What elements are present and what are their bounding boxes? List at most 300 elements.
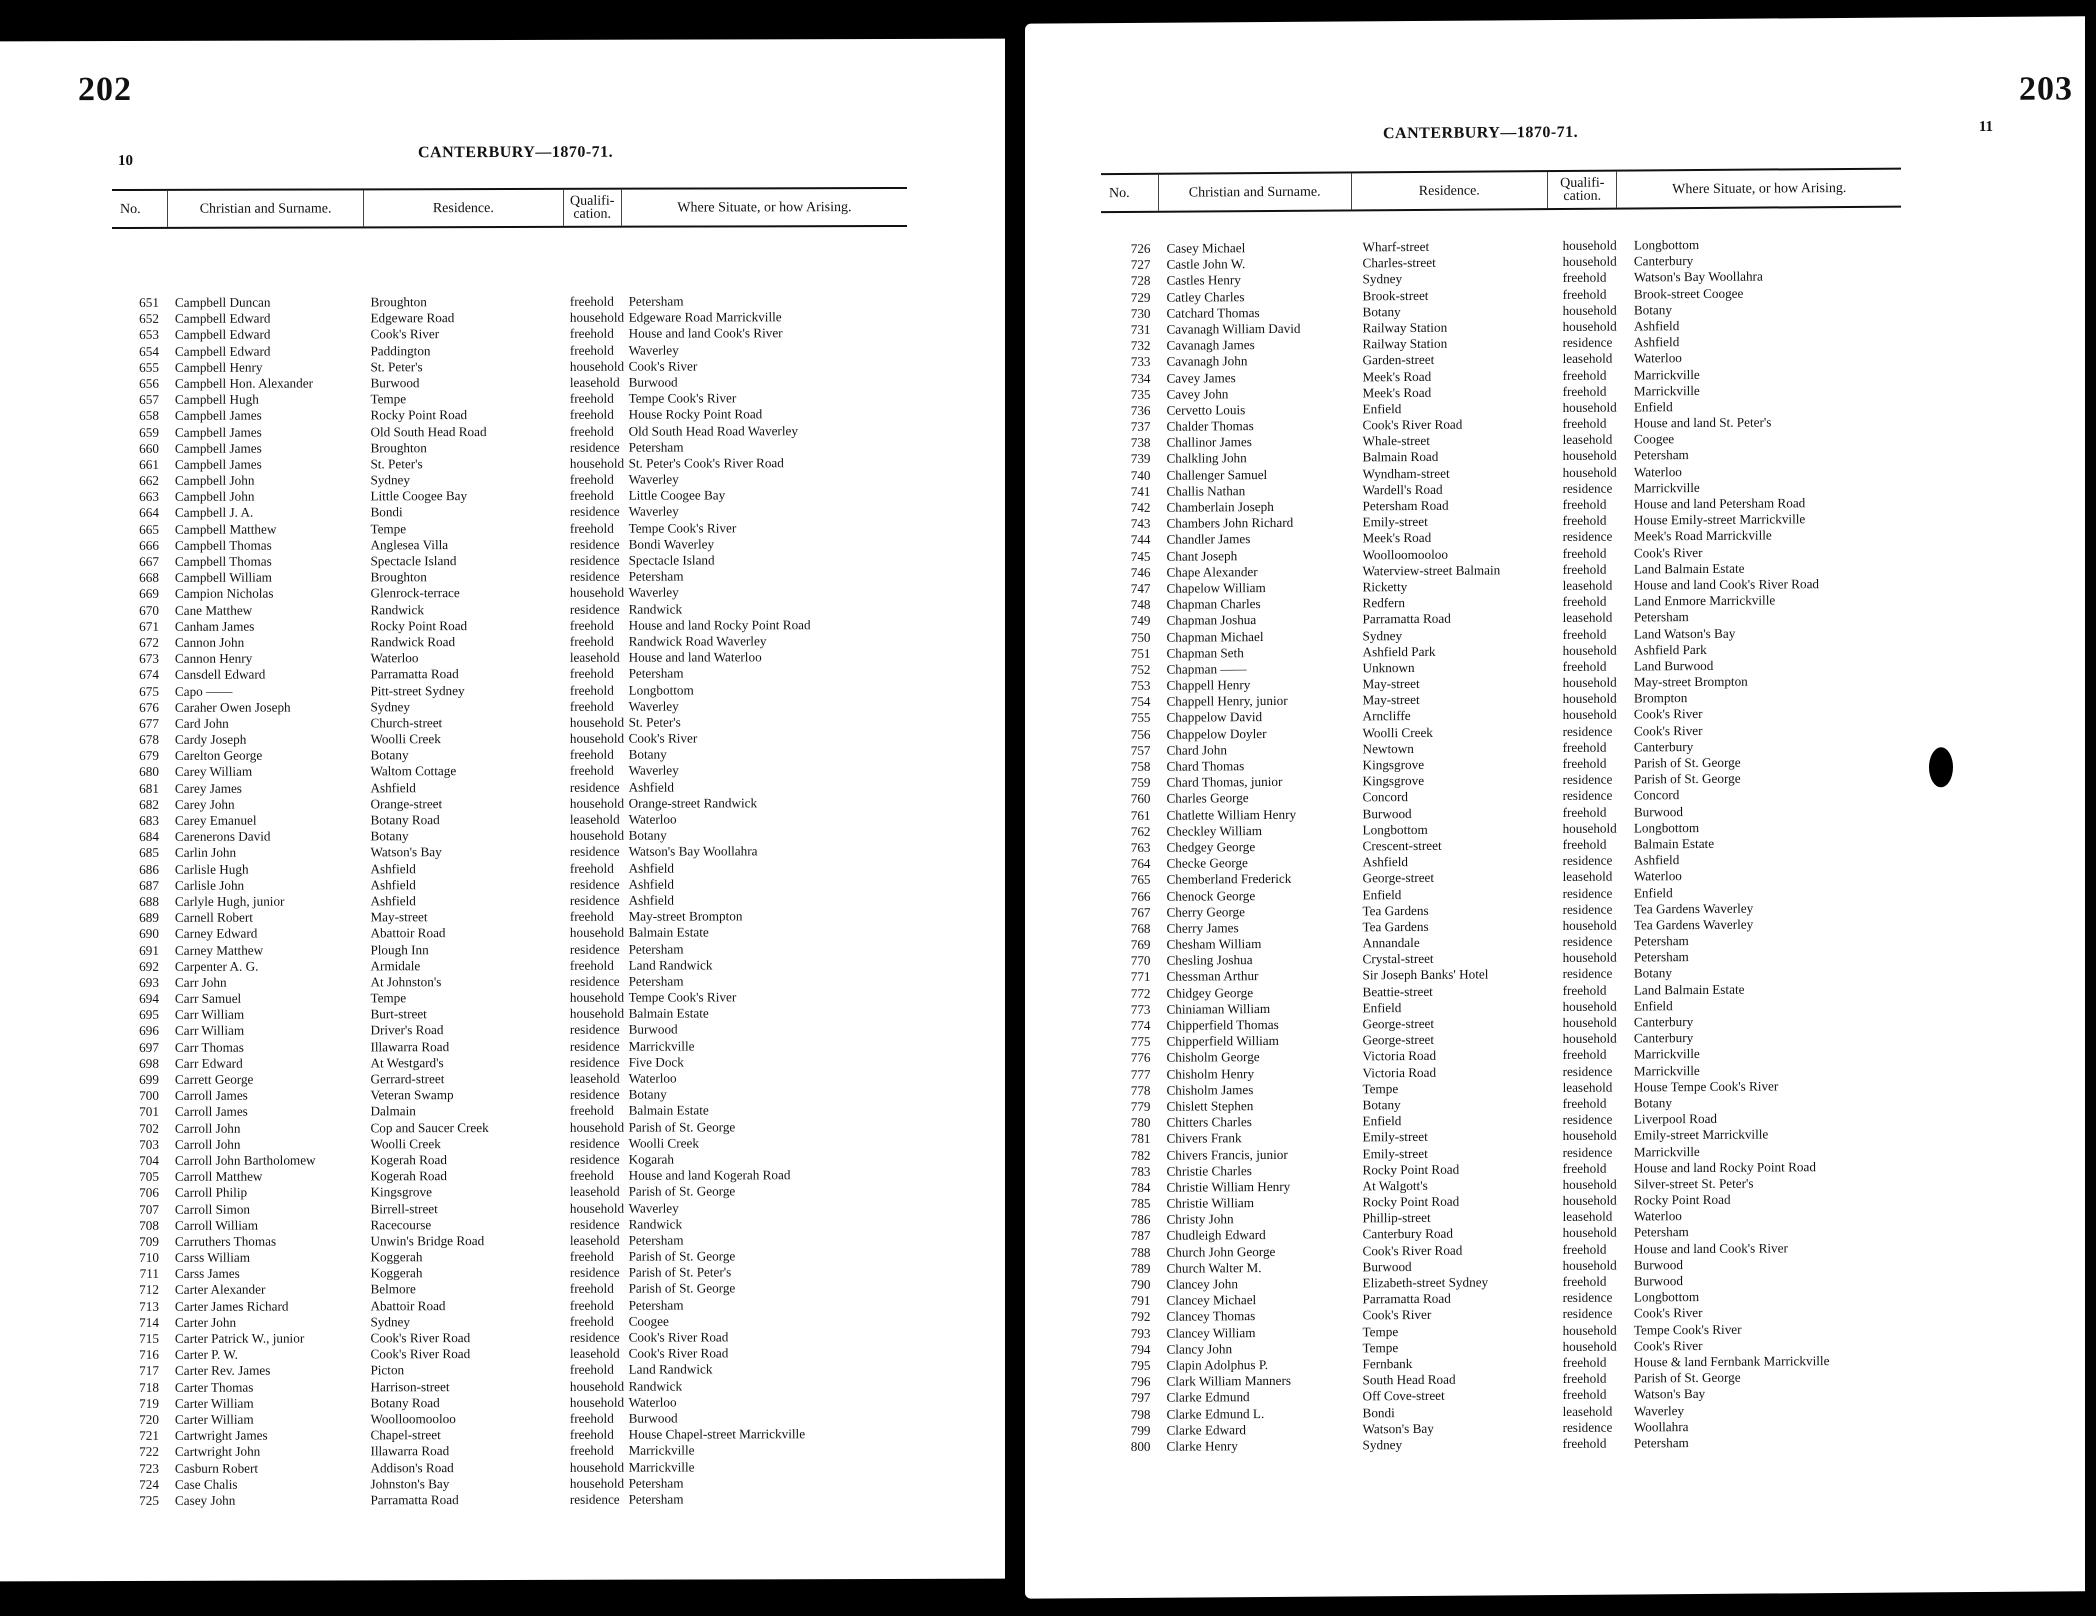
entry-number: 786 — [1130, 1212, 1151, 1228]
entry-where: Cook's River — [628, 358, 698, 374]
entry-name: Christie William — [1166, 1195, 1255, 1211]
entry-name: Carey John — [174, 796, 235, 812]
entry-residence: Johnston's Bay — [370, 1475, 450, 1492]
entry-qualification: leasehold — [1562, 868, 1613, 885]
entry-number: 652 — [139, 311, 159, 327]
entry-name: Clarke Edmund L. — [1166, 1405, 1265, 1422]
entry-qualification: leasehold — [1562, 1403, 1613, 1419]
entry-name: Chamberlain Joseph — [1166, 498, 1274, 515]
entry-qualification: household — [569, 827, 625, 844]
entry-name: Carroll James — [174, 1087, 248, 1104]
entry-residence: Cook's River Road — [1362, 1242, 1463, 1258]
entry-number: 734 — [1130, 370, 1151, 386]
entry-where: Petersham — [628, 1297, 684, 1313]
entry-qualification: household — [569, 455, 625, 471]
entry-number: 715 — [139, 1330, 159, 1346]
entry-name: Chard Thomas, junior — [1166, 774, 1283, 790]
entry-where: Five Dock — [628, 1054, 684, 1070]
entry-name: Carelton George — [174, 747, 263, 764]
entry-qualification: freehold — [569, 407, 614, 423]
entry-number: 791 — [1130, 1293, 1151, 1309]
entry-where: St. Peter's — [628, 714, 681, 730]
entry-residence: Sydney — [370, 698, 410, 715]
entry-name: Campbell James — [174, 407, 262, 424]
entry-qualification: household — [569, 730, 625, 746]
entry-residence: Newtown — [1362, 740, 1414, 757]
entry-residence: Pitt-street Sydney — [370, 682, 465, 698]
entry-residence: Tempe — [370, 391, 407, 407]
entry-name: Cannon John — [174, 634, 245, 650]
entry-number: 736 — [1130, 402, 1151, 418]
entry-name: Card John — [174, 715, 229, 731]
entry-number: 673 — [139, 651, 159, 667]
entry-where: Parish of St. George — [628, 1183, 736, 1199]
entry-number: 785 — [1130, 1195, 1151, 1212]
entry-where: Tempe Cook's River — [628, 989, 737, 1005]
entry-residence: May-street — [370, 909, 428, 925]
entry-qualification: freehold — [1562, 804, 1607, 820]
entry-name: Chenock George — [1166, 887, 1256, 904]
entry-name: Clarke Henry — [1166, 1438, 1238, 1454]
entry-name: Chappelow David — [1166, 709, 1263, 726]
entry-name: Church Walter M. — [1166, 1259, 1262, 1276]
entry-number: 710 — [139, 1249, 159, 1266]
entry-where: Cook's River Road — [628, 1329, 729, 1345]
entry-qualification: household — [569, 1475, 625, 1491]
entry-number: 753 — [1130, 677, 1151, 694]
entry-residence: Addison's Road — [370, 1459, 454, 1475]
header-name: Christian and Surname. — [1159, 173, 1352, 210]
entry-where: Waverley — [628, 1200, 679, 1216]
entry-name: Chemberland Frederick — [1166, 871, 1292, 888]
entry-qualification: household — [1562, 253, 1617, 270]
entry-name: Clark William Manners — [1166, 1372, 1291, 1389]
entry-residence: Rocky Point Road — [1362, 1193, 1460, 1210]
right-page — [1025, 16, 2085, 1598]
entry-qualification: residence — [1562, 1289, 1613, 1306]
entry-where: Waterloo — [1633, 1208, 1682, 1224]
entry-name: Cavey John — [1166, 385, 1229, 402]
entry-name: Case Chalis — [174, 1476, 238, 1492]
entry-qualification: freehold — [1562, 512, 1607, 529]
entry-residence: Botany — [1362, 303, 1401, 320]
entry-qualification: residence — [569, 844, 620, 860]
entry-name: Chard John — [1166, 742, 1227, 758]
entry-where: Land Balmain Estate — [1633, 560, 1745, 577]
entry-qualification: household — [569, 1394, 625, 1410]
entry-name: Chisholm George — [1166, 1049, 1260, 1066]
entry-qualification: household — [569, 1005, 625, 1022]
entry-name: Chapman Joshua — [1166, 612, 1257, 629]
entry-where: Longbottom — [628, 681, 694, 698]
entry-residence: St. Peter's — [370, 456, 423, 472]
entry-qualification: freehold — [569, 666, 614, 682]
entry-qualification: freehold — [569, 746, 614, 763]
entry-name: Campbell Edward — [174, 343, 271, 359]
entry-number: 670 — [139, 602, 159, 618]
entry-where: Waterloo — [628, 1070, 677, 1086]
entry-name: Carr Samuel — [174, 990, 242, 1006]
table-row — [112, 1491, 912, 1509]
entry-qualification: freehold — [1562, 1386, 1607, 1403]
entry-number: 766 — [1130, 888, 1151, 904]
entry-where: Watson's Bay Woollahra — [628, 843, 758, 860]
entry-where: House and land Petersham Road — [1633, 495, 1806, 512]
entry-residence: Kingsgrove — [1362, 773, 1425, 789]
entry-name: Catchard Thomas — [1166, 304, 1260, 321]
entry-qualification: freehold — [569, 390, 614, 406]
entry-number: 782 — [1130, 1147, 1151, 1163]
entry-residence: Broughton — [370, 439, 427, 456]
entry-residence: Tempe — [370, 990, 407, 1006]
entry-name: Chapman Michael — [1166, 628, 1264, 645]
entry-number: 685 — [139, 845, 159, 861]
left-page — [0, 39, 1005, 1582]
entry-number: 712 — [139, 1282, 159, 1298]
entry-number: 721 — [139, 1428, 159, 1444]
entry-where: Spectacle Island — [628, 552, 715, 568]
entry-residence: Botany — [1362, 1097, 1401, 1113]
header-residence: Residence. — [364, 190, 564, 227]
entry-name: Carr William — [174, 1006, 245, 1023]
entry-name: Campbell William — [174, 569, 272, 586]
entry-qualification: freehold — [1562, 982, 1607, 998]
entry-qualification: freehold — [569, 908, 614, 924]
entry-qualification: household — [1562, 318, 1617, 334]
entry-residence: Kingsgrove — [370, 1184, 432, 1200]
entry-where: Marrickville — [1633, 1143, 1700, 1159]
entry-qualification: freehold — [569, 471, 614, 487]
entry-number: 699 — [139, 1071, 159, 1087]
entry-residence: Crescent-street — [1362, 837, 1442, 854]
entry-residence: Emily-street — [1362, 514, 1428, 530]
entry-where: Marrickville — [628, 1442, 695, 1458]
entry-where: Coogee — [628, 1313, 669, 1329]
entry-where: Coogee — [1633, 431, 1675, 447]
entry-residence: Railway Station — [1362, 319, 1448, 336]
entry-name: Campbell Matthew — [174, 521, 277, 537]
entry-name: Chalkling John — [1166, 450, 1247, 467]
entry-residence: Longbottom — [1362, 821, 1428, 838]
entry-where: Petersham — [628, 1475, 684, 1491]
entry-number: 672 — [139, 634, 159, 650]
entry-number: 772 — [1130, 985, 1151, 1001]
entry-where: Marrickville — [1633, 479, 1700, 496]
entry-name: Carney Edward — [174, 925, 258, 942]
entry-number: 730 — [1130, 305, 1151, 321]
entry-qualification: freehold — [1562, 1370, 1607, 1387]
entry-qualification: freehold — [569, 1313, 614, 1329]
entry-qualification: residence — [569, 568, 620, 585]
entry-where: Waterloo — [1633, 868, 1682, 884]
entry-qualification: residence — [569, 439, 620, 455]
entry-where: Land Enmore Marrickville — [1633, 592, 1776, 609]
entry-number: 678 — [139, 731, 159, 748]
entry-where: House Tempe Cook's River — [1633, 1078, 1779, 1095]
entry-where: Ashfield — [628, 860, 674, 876]
entry-name: Castle John W. — [1166, 256, 1246, 272]
entry-where: Land Balmain Estate — [1633, 981, 1745, 998]
entry-residence: Watson's Bay — [1362, 1420, 1434, 1437]
entry-name: Carter Alexander — [174, 1282, 266, 1298]
entry-where: Land Burwood — [1633, 657, 1714, 674]
entry-qualification: household — [569, 1378, 625, 1394]
entry-name: Cartwright John — [174, 1443, 261, 1460]
entry-name: Challinor James — [1166, 434, 1252, 450]
entry-qualification: leasehold — [569, 1345, 620, 1362]
entry-qualification: residence — [569, 1086, 620, 1103]
entry-residence: Annandale — [1362, 935, 1420, 951]
entry-number: 795 — [1130, 1357, 1151, 1373]
entry-qualification: residence — [1562, 966, 1613, 982]
entry-where: Balmain Estate — [628, 924, 709, 940]
entry-where: House and land St. Peter's — [1633, 414, 1772, 431]
entry-qualification: residence — [569, 876, 620, 892]
entry-name: Christie Charles — [1166, 1162, 1252, 1179]
entry-residence: Enfield — [1362, 886, 1402, 902]
entry-number: 724 — [139, 1476, 159, 1492]
entry-qualification: freehold — [569, 487, 614, 504]
entry-name: Carss James — [174, 1265, 240, 1282]
entry-number: 664 — [139, 505, 159, 521]
entry-residence: Plough Inn — [370, 941, 429, 957]
entry-where: Old South Head Road Waverley — [628, 422, 798, 439]
entry-number: 674 — [139, 667, 159, 683]
entry-where: Ashfield — [628, 892, 674, 908]
entry-qualification: freehold — [1562, 367, 1607, 383]
entry-qualification: residence — [569, 1022, 620, 1038]
entry-number: 709 — [139, 1233, 159, 1249]
entry-residence: Gerrard-street — [370, 1071, 445, 1087]
entry-name: Clancey William — [1166, 1324, 1256, 1341]
entry-number: 666 — [139, 537, 159, 553]
entry-name: Carlisle John — [174, 877, 245, 893]
entry-residence: Abattoir Road — [370, 1297, 446, 1313]
entry-residence: Edgeware Road — [370, 310, 455, 326]
entry-where: Parish of St. George — [628, 1118, 736, 1135]
entry-residence: Broughton — [370, 294, 427, 310]
entry-residence: Illawarra Road — [370, 1443, 450, 1459]
folio-number: 203 — [2019, 70, 2073, 108]
entry-qualification: freehold — [1562, 836, 1607, 852]
entry-name: Clapin Adolphus P. — [1166, 1356, 1268, 1373]
entry-number: 768 — [1130, 920, 1151, 936]
entry-name: Carss William — [174, 1249, 250, 1265]
entry-qualification: freehold — [569, 1297, 614, 1313]
entry-where: House and land Cook's River Road — [1633, 576, 1820, 593]
entry-number: 669 — [139, 586, 159, 602]
entry-where: House and land Rocky Point Road — [1633, 1158, 1816, 1176]
entry-qualification: household — [1562, 448, 1617, 464]
entry-residence: Railway Station — [1362, 335, 1448, 352]
entry-qualification: household — [569, 1119, 625, 1135]
entry-qualification: household — [1562, 707, 1617, 723]
entry-residence: Sydney — [370, 1314, 410, 1330]
entry-residence: Broughton — [370, 569, 427, 585]
entry-number: 668 — [139, 570, 159, 586]
entry-name: Checkley William — [1166, 822, 1263, 839]
entry-qualification: freehold — [569, 763, 614, 779]
entry-where: Randwick — [628, 601, 683, 617]
entry-number: 727 — [1130, 257, 1151, 273]
entry-residence: Wharf-street — [1362, 238, 1430, 255]
entry-where: House and land Kogerah Road — [628, 1167, 791, 1183]
entry-where: Waterloo — [1633, 350, 1682, 366]
entry-qualification: freehold — [569, 342, 614, 358]
entry-name: Checke George — [1166, 855, 1248, 871]
entry-where: Woolli Creek — [628, 1135, 699, 1151]
entry-qualification: household — [1562, 1176, 1617, 1192]
entry-residence: Koggerah — [370, 1249, 423, 1265]
entry-number: 777 — [1130, 1066, 1151, 1082]
entry-name: Carroll Philip — [174, 1184, 248, 1201]
entry-number: 751 — [1130, 645, 1151, 661]
entry-qualification: residence — [1562, 901, 1613, 917]
entry-where: Marrickville — [1633, 1046, 1700, 1062]
entry-qualification: household — [569, 585, 625, 601]
entry-name: Carr John — [174, 974, 227, 990]
entry-residence: Botany Road — [370, 1394, 440, 1411]
entry-where: Tempe Cook's River — [628, 520, 737, 536]
entry-number: 667 — [139, 553, 159, 569]
entry-qualification: household — [569, 358, 625, 374]
entry-name: Chesham William — [1166, 936, 1262, 952]
entry-where: Petersham — [628, 1491, 684, 1507]
entry-number: 743 — [1130, 516, 1151, 532]
entry-name: Campbell Hugh — [174, 391, 259, 407]
entry-residence: South Head Road — [1362, 1371, 1456, 1388]
entry-name: Campbell Edward — [174, 326, 271, 343]
entry-where: Canterbury — [1633, 1030, 1694, 1046]
entry-number: 741 — [1130, 483, 1151, 499]
entry-name: Cartwright James — [174, 1427, 268, 1443]
entry-name: Chandler James — [1166, 531, 1251, 548]
entry-number: 784 — [1130, 1179, 1151, 1195]
entry-qualification: leasehold — [569, 649, 620, 665]
entry-where: Waverley — [628, 471, 679, 487]
entry-qualification: residence — [569, 941, 620, 957]
entry-qualification: household — [569, 1200, 625, 1216]
entry-qualification: freehold — [569, 1362, 614, 1378]
entry-residence: Tempe — [1362, 1080, 1399, 1097]
entry-name: Chappell Henry — [1166, 677, 1251, 693]
entry-qualification: residence — [1562, 723, 1613, 739]
entry-name: Cansdell Edward — [174, 666, 266, 683]
entry-name: Christie William Henry — [1166, 1178, 1291, 1195]
entry-number: 769 — [1130, 936, 1151, 953]
entry-qualification: freehold — [569, 1103, 614, 1119]
entry-where: Burwood — [628, 374, 678, 390]
entry-name: Campbell Thomas — [174, 553, 272, 569]
entry-name: Carlin John — [174, 845, 237, 861]
header-where: Where Situate, or how Arising. — [677, 199, 852, 216]
entry-number: 744 — [1130, 532, 1151, 548]
entry-number: 781 — [1130, 1131, 1151, 1147]
entry-number: 767 — [1130, 904, 1151, 920]
entry-residence: Armidale — [370, 957, 421, 974]
entry-name: Casey John — [174, 1492, 236, 1508]
entry-where: Marrickville — [1633, 366, 1700, 382]
entry-number: 750 — [1130, 629, 1151, 645]
entry-where: Rocky Point Road — [1633, 1191, 1731, 1208]
entry-name: Casburn Robert — [174, 1460, 259, 1476]
entry-qualification: household — [569, 309, 625, 326]
entry-where: Canterbury — [1633, 1014, 1694, 1030]
entry-residence: Burt-street — [370, 1006, 427, 1022]
entry-name: Chislett Stephen — [1166, 1098, 1254, 1114]
entry-where: Longbottom — [1633, 1289, 1700, 1305]
entry-residence: Bondi — [370, 504, 403, 520]
entry-name: Cervetto Louis — [1166, 402, 1246, 418]
entry-where: Orange-street Randwick — [628, 795, 758, 811]
table-header — [112, 187, 907, 229]
entry-number: 660 — [139, 440, 159, 456]
entry-number: 692 — [139, 958, 159, 974]
entry-residence: Woolli Creek — [1362, 724, 1433, 740]
entry-name: Chape Alexander — [1166, 563, 1258, 580]
entry-qualification: household — [569, 989, 625, 1005]
entry-qualification: leasehold — [569, 1184, 620, 1200]
entry-where: Ashfield — [1633, 852, 1680, 868]
entry-residence: Tempe — [370, 520, 407, 536]
entry-number: 654 — [139, 343, 159, 359]
entry-where: Kogarah — [628, 1151, 674, 1167]
entry-qualification: freehold — [569, 1281, 614, 1297]
entry-residence: Crystal-street — [1362, 951, 1434, 967]
entry-number: 796 — [1130, 1373, 1151, 1390]
entry-number: 760 — [1130, 791, 1151, 807]
entry-number: 742 — [1130, 499, 1151, 515]
entry-where: Burwood — [628, 1021, 678, 1038]
entry-name: Carrett George — [174, 1071, 254, 1087]
entry-qualification: freehold — [1562, 755, 1607, 771]
entry-residence: Belmore — [370, 1281, 416, 1297]
entry-number: 793 — [1130, 1325, 1151, 1341]
entry-number: 656 — [139, 375, 159, 391]
entry-number: 732 — [1130, 337, 1151, 354]
entry-residence: Balmain Road — [1362, 449, 1439, 465]
entry-residence: Elizabeth-street Sydney — [1362, 1274, 1489, 1291]
entry-name: Chipperfield William — [1166, 1033, 1279, 1049]
entry-qualification: leasehold — [569, 374, 620, 390]
entry-qualification: residence — [569, 1329, 620, 1345]
entry-number: 665 — [139, 521, 159, 537]
entry-where: House and land Cook's River — [1633, 1239, 1788, 1257]
entry-residence: Beattie-street — [1362, 983, 1433, 999]
entry-qualification: household — [569, 714, 625, 730]
entry-where: Land Randwick — [628, 1361, 713, 1378]
entry-residence: Spectacle Island — [370, 553, 457, 569]
table-header — [1101, 168, 1901, 214]
entry-number: 776 — [1130, 1050, 1151, 1066]
entry-number: 761 — [1130, 807, 1151, 823]
entry-qualification: freehold — [1562, 496, 1607, 512]
entry-where: May-street Brompton — [628, 908, 743, 924]
entry-residence: Parramatta Road — [1362, 611, 1451, 627]
entry-qualification: household — [1562, 820, 1617, 836]
entry-residence: Burwood — [1362, 805, 1412, 821]
entry-number: 771 — [1130, 969, 1151, 985]
entry-qualification: residence — [1562, 1144, 1613, 1160]
entry-name: Carter Patrick W., junior — [174, 1330, 305, 1346]
entry-where: Petersham — [1633, 949, 1689, 965]
entry-name: Carter James Richard — [174, 1298, 289, 1314]
entry-name: Chapman —— — [1166, 661, 1247, 677]
entry-where: Waverley — [628, 503, 679, 520]
entry-number: 718 — [139, 1379, 159, 1395]
entry-residence: Cook's River Road — [370, 1330, 471, 1346]
entry-residence: Sydney — [1362, 627, 1403, 643]
